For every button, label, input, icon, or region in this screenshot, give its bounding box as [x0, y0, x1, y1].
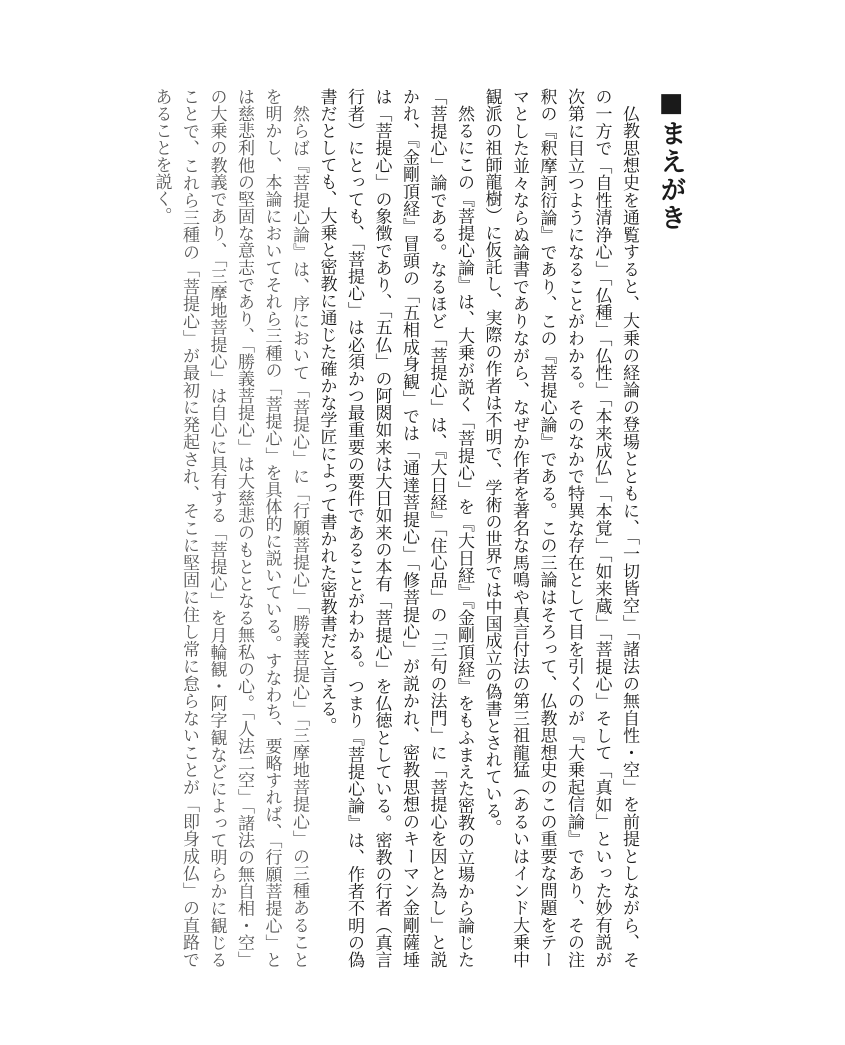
paragraph-1: 仏教思想史を通覧すると、大乗の経論の登場とともに、「一切皆空」「諸法の無自性・空」を前提としながら、その一方で「自性清浄心」「仏種」「仏性」「本来成仏」「本覚」「如来蔵」「菩提心」そして「真如」といった妙有説が次第に目立つようになることがわかる。そのなかで特異な存在として目を引くのが『大乗起信論』であり、その注釈の『釈摩訶衍論』であり、この『菩提心論』である。この三論はそろって、仏教思想史のこの重要な問題をテーマとした並々ならぬ論書でありながら、なぜか作者を著名な馬鳴や真言付法の第三祖龍猛（あるいはインド大乗中観派の祖師龍樹）に仮託し、実際の作者は不明で、学術の世界では中国成立の偽書とされている。	[481, 88, 639, 969]
paragraph-3: 然らば『菩提心論』は、序において「菩提心」に「行願菩提心」「勝義菩提心」「三摩地菩提心」の三種あることを明かし、本論においてそれら三種の「菩提心」を具体的に説いている。すなわち、要略すれば、「行願菩提心」とは慈悲利他の堅固な意志であり、「勝義菩提心」は大慈悲のもととなる無私の心。「人法二空」「諸法の無自相・空」の大乗の教義であり、「三摩地菩提心」は自心に具有する「菩提心」を月輪観・阿字観などによって明らかに観じることで、これら三種の「菩提心」が最初に発起され、そこに堅固に住し常に怠らないことが「即身成仏」の直路であることを説く。	[151, 88, 309, 969]
preface-heading: ■まえがき	[656, 88, 686, 232]
preface-page	[151, 88, 690, 969]
paragraph-2: 然るにこの『菩提心論』は、大乗が説く「菩提心」を『大日経』『金剛頂経』をもふまえた密教の立場から論じた「菩提心」論である。なるほど「菩提心」は、『大日経』「住心品」の「三句の法門」に「菩提心を因と為し」と説かれ、『金剛頂経』冒頭の「五相成身観」では「通達菩提心」「修菩提心」が説かれ、密教思想のキーマン金剛薩埵は「菩提心」の象徴であり、「五仏」の阿閦如来は大日如来の本有「菩提心」を仏徳としている。密教の行者（真言行者）にとっても、「菩提心」は必須かつ最重要の要件であることがわかる。つまり『菩提心論』は、作者不明の偽書だとしても、大乗と密教に通じた確かな学匠によって書かれた密教書だと言える。	[316, 88, 474, 968]
